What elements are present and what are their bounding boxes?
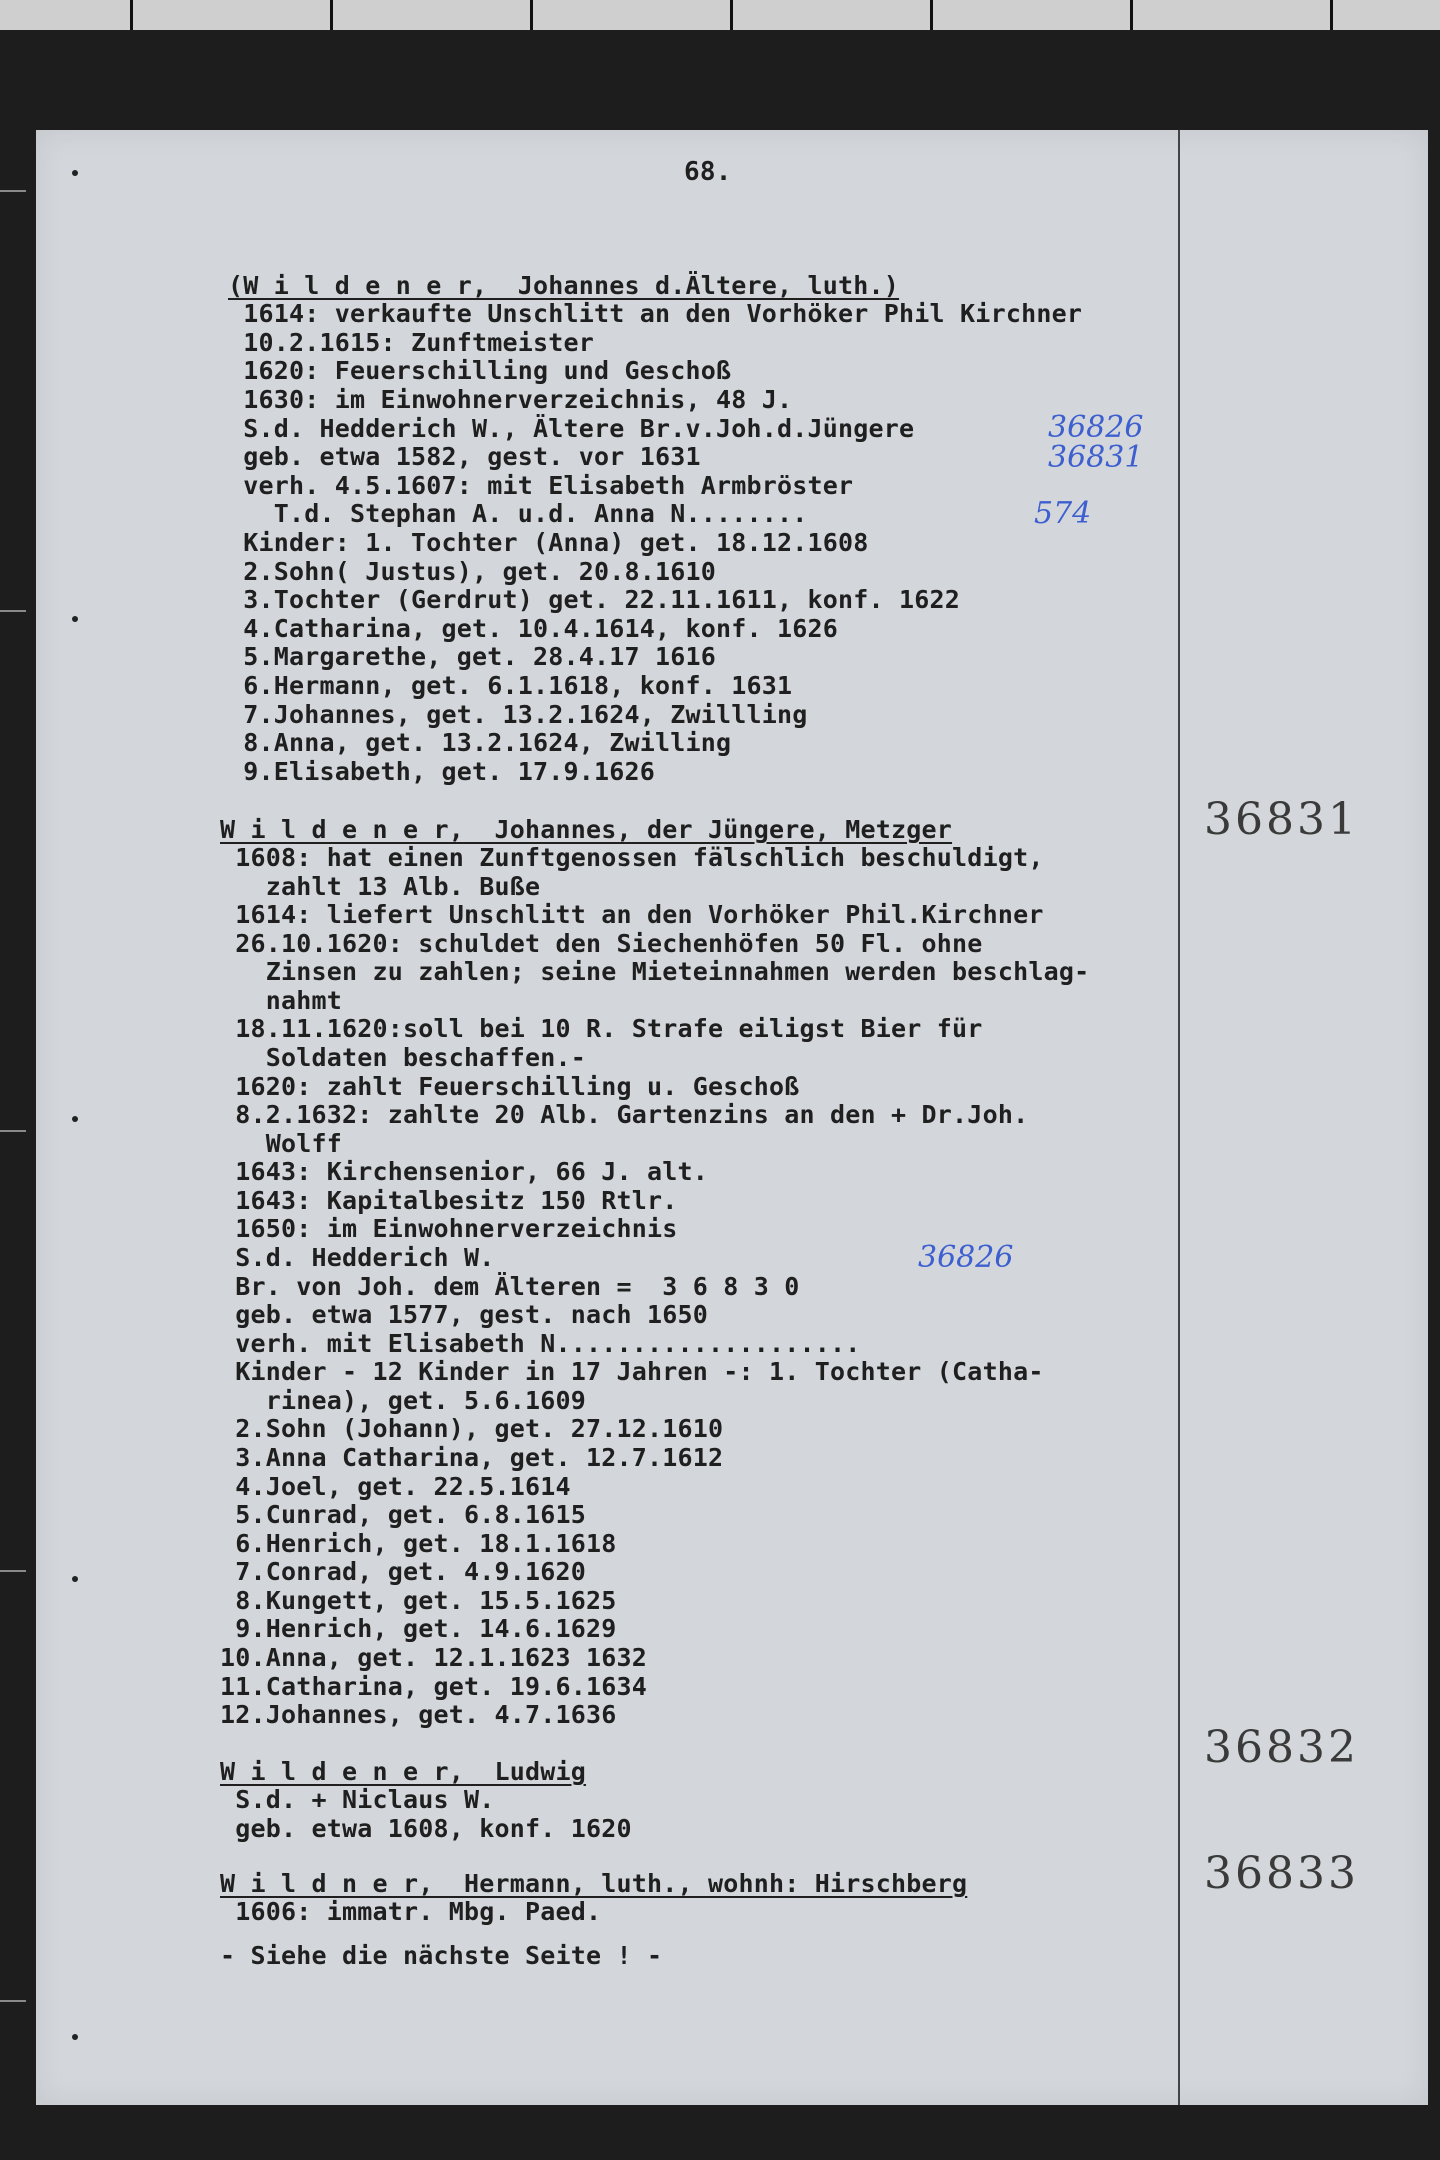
entry-line: 2.Sohn( Justus), get. 20.8.1610: [228, 557, 717, 586]
entry-line: S.d. + Niclaus W.: [220, 1785, 495, 1814]
footer-note: - Siehe die nächste Seite ! -: [220, 1941, 663, 1970]
entry-line: 12.Johannes, get. 4.7.1636: [220, 1700, 617, 1729]
entry-line: 1614: liefert Unschlitt an den Vorhöker Phil.Kirchner: [220, 900, 1044, 929]
entry-line: 8.2.1632: zahlte 20 Alb. Gartenzins an den + Dr.Joh.: [220, 1100, 1029, 1129]
page-number: 68.: [684, 157, 732, 187]
entry-number: 36832: [1204, 1722, 1359, 1773]
entry-line: Zinsen zu zahlen; seine Mieteinnahmen werden beschlag-: [220, 957, 1090, 986]
handwritten-annotation: 36826: [918, 1240, 1014, 1275]
punch-hole: [72, 616, 78, 622]
entry-heading: (W i l d e n e r, Johannes d.Ältere, luth.): [228, 271, 900, 300]
entry-line: 1608: hat einen Zunftgenossen fälschlich beschuldigt,: [220, 843, 1044, 872]
entry-line: T.d. Stephan A. u.d. Anna N........: [228, 499, 808, 528]
entry-line: Soldaten beschaffen.-: [220, 1043, 587, 1072]
entry-line: 6.Hermann, get. 6.1.1618, konf. 1631: [228, 671, 793, 700]
entry-number: 36831: [1204, 794, 1359, 845]
entry-line: 9.Henrich, get. 14.6.1629: [220, 1614, 617, 1643]
film-tick: [1330, 0, 1333, 30]
entry-line: Kinder - 12 Kinder in 17 Jahren -: 1. Tochter (Catha-: [220, 1357, 1044, 1386]
entry-line: Kinder: 1. Tochter (Anna) get. 18.12.1608: [228, 528, 869, 557]
entry-line: Br. von Joh. dem Älteren = 3 6 8 3 0: [220, 1272, 800, 1301]
document-page: [36, 130, 1428, 2105]
film-tick: [330, 0, 333, 30]
film-edge-mark: [0, 190, 26, 192]
entry-line: 10.Anna, get. 12.1.1623 1632: [220, 1643, 648, 1672]
film-tick: [1130, 0, 1133, 30]
film-tick: [730, 0, 733, 30]
entry-line: 9.Elisabeth, get. 17.9.1626: [228, 757, 656, 786]
entry-heading: W i l d n e r, Hermann, luth., wohnh: Hirschberg: [220, 1869, 968, 1898]
film-edge-mark: [0, 1570, 26, 1572]
entry-heading: W i l d e n e r, Ludwig: [220, 1757, 587, 1786]
entry-line: geb. etwa 1577, gest. nach 1650: [220, 1300, 709, 1329]
entry-line: 1606: immatr. Mbg. Paed.: [220, 1897, 602, 1926]
handwritten-annotation: 574: [1034, 496, 1092, 531]
entry-line: rinea), get. 5.6.1609: [220, 1386, 587, 1415]
entry-line: S.d. Hedderich W., Ältere Br.v.Joh.d.Jüngere: [228, 414, 915, 443]
punch-hole: [72, 1116, 78, 1122]
entry-line: 11.Catharina, get. 19.6.1634: [220, 1672, 648, 1701]
film-edge-mark: [0, 1130, 26, 1132]
entry-line: 3.Anna Catharina, get. 12.7.1612: [220, 1443, 724, 1472]
entry-line: 18.11.1620:soll bei 10 R. Strafe eiligst Bier für: [220, 1014, 983, 1043]
film-tick: [530, 0, 533, 30]
entry-line: 5.Margarethe, get. 28.4.17 1616: [228, 642, 717, 671]
film-tick: [930, 0, 933, 30]
entry-line: 1620: zahlt Feuerschilling u. Geschoß: [220, 1072, 800, 1101]
entry-line: 4.Joel, get. 22.5.1614: [220, 1472, 571, 1501]
entry-line: geb. etwa 1608, konf. 1620: [220, 1814, 632, 1843]
entry-line: 1643: Kapitalbesitz 150 Rtlr.: [220, 1186, 678, 1215]
entry-line: 2.Sohn (Johann), get. 27.12.1610: [220, 1414, 724, 1443]
margin-rule: [1178, 130, 1180, 2105]
entry-line: verh. 4.5.1607: mit Elisabeth Armbröster: [228, 471, 854, 500]
entry-line: Wolff: [220, 1129, 343, 1158]
handwritten-annotation: 36831: [1048, 440, 1144, 475]
film-edge-mark: [0, 610, 26, 612]
punch-hole: [72, 2034, 78, 2040]
handwritten-annotation: 36826: [1048, 410, 1144, 445]
film-edge-mark: [0, 2000, 26, 2002]
entry-line: S.d. Hedderich W.: [220, 1243, 495, 1272]
film-strip: [0, 0, 1440, 30]
entry-line: 1643: Kirchensenior, 66 J. alt.: [220, 1157, 709, 1186]
entry-line: 1614: verkaufte Unschlitt an den Vorhöker Phil Kirchner: [228, 299, 1083, 328]
punch-hole: [72, 170, 78, 176]
entry-line: geb. etwa 1582, gest. vor 1631: [228, 442, 701, 471]
entry-line: 1620: Feuerschilling und Geschoß: [228, 356, 732, 385]
entry-number: 36833: [1204, 1848, 1359, 1899]
entry-line: 7.Conrad, get. 4.9.1620: [220, 1557, 587, 1586]
entry-line: zahlt 13 Alb. Buße: [220, 872, 541, 901]
entry-line: 7.Johannes, get. 13.2.1624, Zwillling: [228, 700, 808, 729]
entry-line: 26.10.1620: schuldet den Siechenhöfen 50 Fl. ohne: [220, 929, 983, 958]
entry-line: 4.Catharina, get. 10.4.1614, konf. 1626: [228, 614, 839, 643]
entry-line: 3.Tochter (Gerdrut) get. 22.11.1611, konf. 1622: [228, 585, 961, 614]
entry-line: verh. mit Elisabeth N....................: [220, 1329, 861, 1358]
film-tick: [130, 0, 133, 30]
entry-line: 5.Cunrad, get. 6.8.1615: [220, 1500, 587, 1529]
entry-line: 8.Anna, get. 13.2.1624, Zwilling: [228, 728, 732, 757]
punch-hole: [72, 1576, 78, 1582]
entry-line: 1650: im Einwohnerverzeichnis: [220, 1214, 678, 1243]
entry-line: 6.Henrich, get. 18.1.1618: [220, 1529, 617, 1558]
entry-line: nahmt: [220, 986, 343, 1015]
entry-heading: W i l d e n e r, Johannes, der Jüngere, Metzger: [220, 815, 953, 844]
entry-line: 8.Kungett, get. 15.5.1625: [220, 1586, 617, 1615]
entry-line: 10.2.1615: Zunftmeister: [228, 328, 595, 357]
entry-line: 1630: im Einwohnerverzeichnis, 48 J.: [228, 385, 793, 414]
